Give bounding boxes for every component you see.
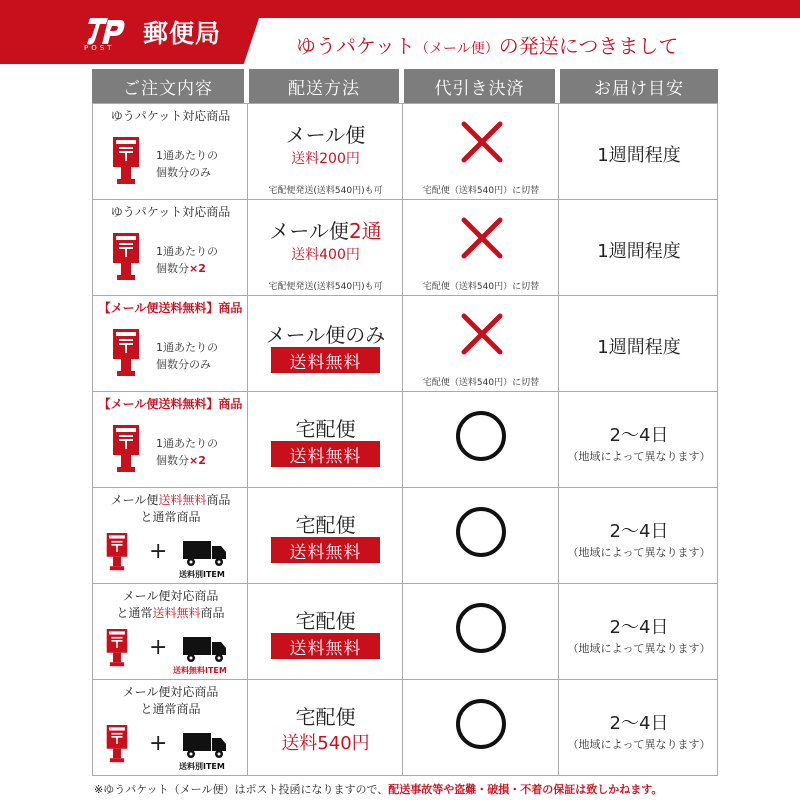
- free-shipping-badge: 送料無料: [271, 347, 380, 373]
- shipping-cell: [247, 679, 402, 775]
- plus-icon: +: [149, 731, 168, 756]
- order-label-suffix: 商品: [218, 301, 243, 315]
- table-row: [92, 103, 718, 199]
- shipping-method-text: メール便: [285, 123, 366, 147]
- title-paren: （メール便）: [415, 41, 499, 57]
- cod-cell: [402, 487, 558, 583]
- delivery-estimate: 2～4日: [609, 521, 669, 542]
- order-label: メール便対応商品: [122, 589, 219, 603]
- shipping-method-text: メール便: [269, 219, 349, 243]
- footer-notice: [94, 781, 662, 797]
- shipping-cell: [247, 487, 402, 583]
- plus-icon: +: [149, 539, 168, 564]
- order-cell: [92, 295, 247, 391]
- delivery-note: （地域によって異なります）: [567, 450, 711, 463]
- truck-label: 送料別ITEM: [179, 762, 225, 771]
- note-line: [156, 356, 218, 373]
- shipping-cell: [247, 103, 402, 199]
- delivery-cell: [558, 679, 718, 775]
- delivery-note: （地域によって異なります）: [567, 642, 711, 655]
- cod-note: 宅配便（送料540円）に切替: [422, 186, 540, 196]
- table-row: [92, 391, 718, 487]
- note-text: 個数分: [156, 262, 189, 275]
- order-label-line2: と通常商品: [140, 702, 201, 716]
- free-shipping-badge: 送料無料: [271, 441, 380, 467]
- truck-icon: [183, 635, 227, 663]
- delivery-note: （地域によって異なります）: [567, 546, 711, 559]
- postbox-icon: [105, 533, 129, 571]
- order-cell: [92, 583, 247, 679]
- delivery-estimate: 1週間程度: [597, 241, 681, 262]
- delivery-estimate: 1週間程度: [597, 145, 681, 166]
- shipping-cell: [247, 295, 402, 391]
- order-label-highlight: 送料無料: [152, 606, 201, 620]
- postbox-note: [156, 339, 218, 373]
- delivery-estimate: 2～4日: [609, 713, 669, 734]
- order-cell: [92, 391, 247, 487]
- truck-label: 送料別ITEM: [179, 570, 225, 579]
- column-header-shipping: 配送方法: [249, 69, 399, 103]
- truck-icon: [183, 539, 227, 567]
- postbox-icon: [105, 725, 129, 763]
- delivery-note: （地域によって異なります）: [567, 738, 711, 751]
- order-label: [93, 395, 248, 412]
- cross-icon: [461, 217, 503, 259]
- note-line: 1通あたりの: [156, 245, 218, 258]
- cod-cell: [402, 583, 558, 679]
- shipping-fee: 送料400円: [291, 247, 360, 263]
- title-rest: の発送につきまして: [498, 34, 679, 58]
- shipping-method: 宅配便: [295, 705, 356, 729]
- note-line: [156, 164, 218, 181]
- order-label-highlight: 送料無料: [158, 493, 207, 507]
- footer-text: ※ゆうパケット（メール便）はポスト投函になりますので、: [94, 783, 389, 796]
- table-row: [92, 295, 718, 391]
- cod-cell: [402, 679, 558, 775]
- order-label-part: 商品: [206, 493, 231, 507]
- shipping-fee: 送料540円: [281, 733, 370, 754]
- table-row: [92, 487, 718, 583]
- shipping-method: 宅配便: [295, 609, 356, 633]
- delivery-cell: [558, 391, 718, 487]
- order-label-part: 商品: [200, 606, 225, 620]
- order-label: [93, 491, 248, 508]
- order-label-highlight: 【メール便送料無料】: [98, 301, 219, 315]
- column-header-order: ご注文内容: [92, 69, 244, 103]
- shipping-method-count: 2通: [348, 219, 382, 243]
- delivery-estimate: 2～4日: [609, 617, 669, 638]
- circle-icon: [456, 699, 506, 749]
- note-line: 1通あたりの: [156, 149, 218, 162]
- cross-icon: [461, 121, 503, 163]
- truck-icon: [183, 731, 227, 759]
- order-label: ゆうパケット対応商品: [110, 109, 231, 123]
- postbox-icon: [105, 629, 129, 667]
- cross-icon: [461, 313, 503, 355]
- plus-icon: +: [149, 635, 168, 660]
- column-header-delivery: お届け目安: [560, 69, 718, 103]
- order-cell: [92, 199, 247, 295]
- postbox-note: [156, 435, 218, 469]
- cod-cell: [402, 199, 558, 295]
- note-text: 個数分のみ: [156, 358, 211, 371]
- table-row: [92, 199, 718, 295]
- delivery-cell: [558, 487, 718, 583]
- footer-warning: 配送事故等や盗難・破損・不着の保証は致しかねます。: [388, 783, 663, 796]
- row-divider: [92, 775, 718, 776]
- cod-note: 宅配便（送料540円）に切替: [422, 378, 540, 388]
- delivery-cell: [558, 103, 718, 199]
- order-label: [93, 299, 248, 316]
- truck-label-text: 送料無料ITEM: [173, 666, 227, 675]
- order-label-part: と通常: [116, 606, 153, 620]
- shipping-fee: 送料200円: [291, 151, 360, 167]
- delivery-estimate: 2～4日: [609, 425, 669, 446]
- postbox-note: [156, 243, 218, 277]
- table-row: [92, 583, 718, 679]
- logo-text: 郵便局: [143, 19, 222, 48]
- column-headers: [92, 69, 718, 103]
- shipping-method: [248, 215, 403, 244]
- shipping-method: 宅配便: [295, 417, 356, 441]
- delivery-cell: [558, 583, 718, 679]
- note-line: [156, 452, 218, 469]
- table-row: [92, 679, 718, 775]
- circle-icon: [456, 411, 506, 461]
- cod-cell: [402, 103, 558, 199]
- shipping-cell: [247, 391, 402, 487]
- order-label-line2: と通常商品: [140, 510, 201, 524]
- delivery-estimate: 1週間程度: [597, 337, 681, 358]
- order-cell: [92, 679, 247, 775]
- circle-icon: [456, 603, 506, 653]
- order-cell: [92, 103, 247, 199]
- free-shipping-badge: 送料無料: [271, 537, 380, 563]
- postbox-note: [156, 147, 218, 181]
- shipping-note: 宅配便発送(送料540円)も可: [268, 282, 383, 292]
- postbox-icon: [111, 137, 141, 185]
- order-label-highlight: 【メール便送料無料】: [98, 397, 219, 411]
- cod-note: 宅配便（送料540円）に切替: [422, 282, 540, 292]
- title-main: ゆうパケット: [296, 34, 415, 58]
- free-shipping-badge: 送料無料: [271, 633, 380, 659]
- note-mult: ×2: [189, 454, 206, 467]
- order-label-line2: [93, 604, 248, 621]
- order-label-part: メール便: [110, 493, 159, 507]
- cod-cell: [402, 295, 558, 391]
- page-title: [296, 30, 678, 59]
- shipping-method: メール便のみ: [265, 323, 386, 347]
- column-header-cod: 代引き決済: [404, 69, 555, 103]
- truck-label: [173, 665, 227, 676]
- note-line: 1通あたりの: [156, 341, 218, 354]
- post-label: POST: [84, 44, 115, 52]
- shipping-method: 宅配便: [295, 513, 356, 537]
- shipping-method: [248, 119, 403, 148]
- shipping-cell: [247, 583, 402, 679]
- header-logo-block: [0, 0, 265, 64]
- circle-icon: [456, 507, 506, 557]
- postbox-icon: [111, 329, 141, 377]
- note-line: 1通あたりの: [156, 437, 218, 450]
- note-text: 個数分のみ: [156, 166, 211, 179]
- note-line: [156, 260, 218, 277]
- note-mult: ×2: [189, 262, 206, 275]
- delivery-cell: [558, 199, 718, 295]
- shipping-cell: [247, 199, 402, 295]
- order-label: メール便対応商品: [122, 685, 219, 699]
- order-cell: [92, 487, 247, 583]
- order-label: ゆうパケット対応商品: [110, 205, 231, 219]
- postbox-icon: [111, 233, 141, 281]
- shipping-note: 宅配便発送(送料540円)も可: [268, 186, 383, 196]
- postbox-icon: [111, 425, 141, 473]
- cod-cell: [402, 391, 558, 487]
- header: [0, 0, 800, 64]
- delivery-cell: [558, 295, 718, 391]
- note-text: 個数分: [156, 454, 189, 467]
- order-label-suffix: 商品: [218, 397, 243, 411]
